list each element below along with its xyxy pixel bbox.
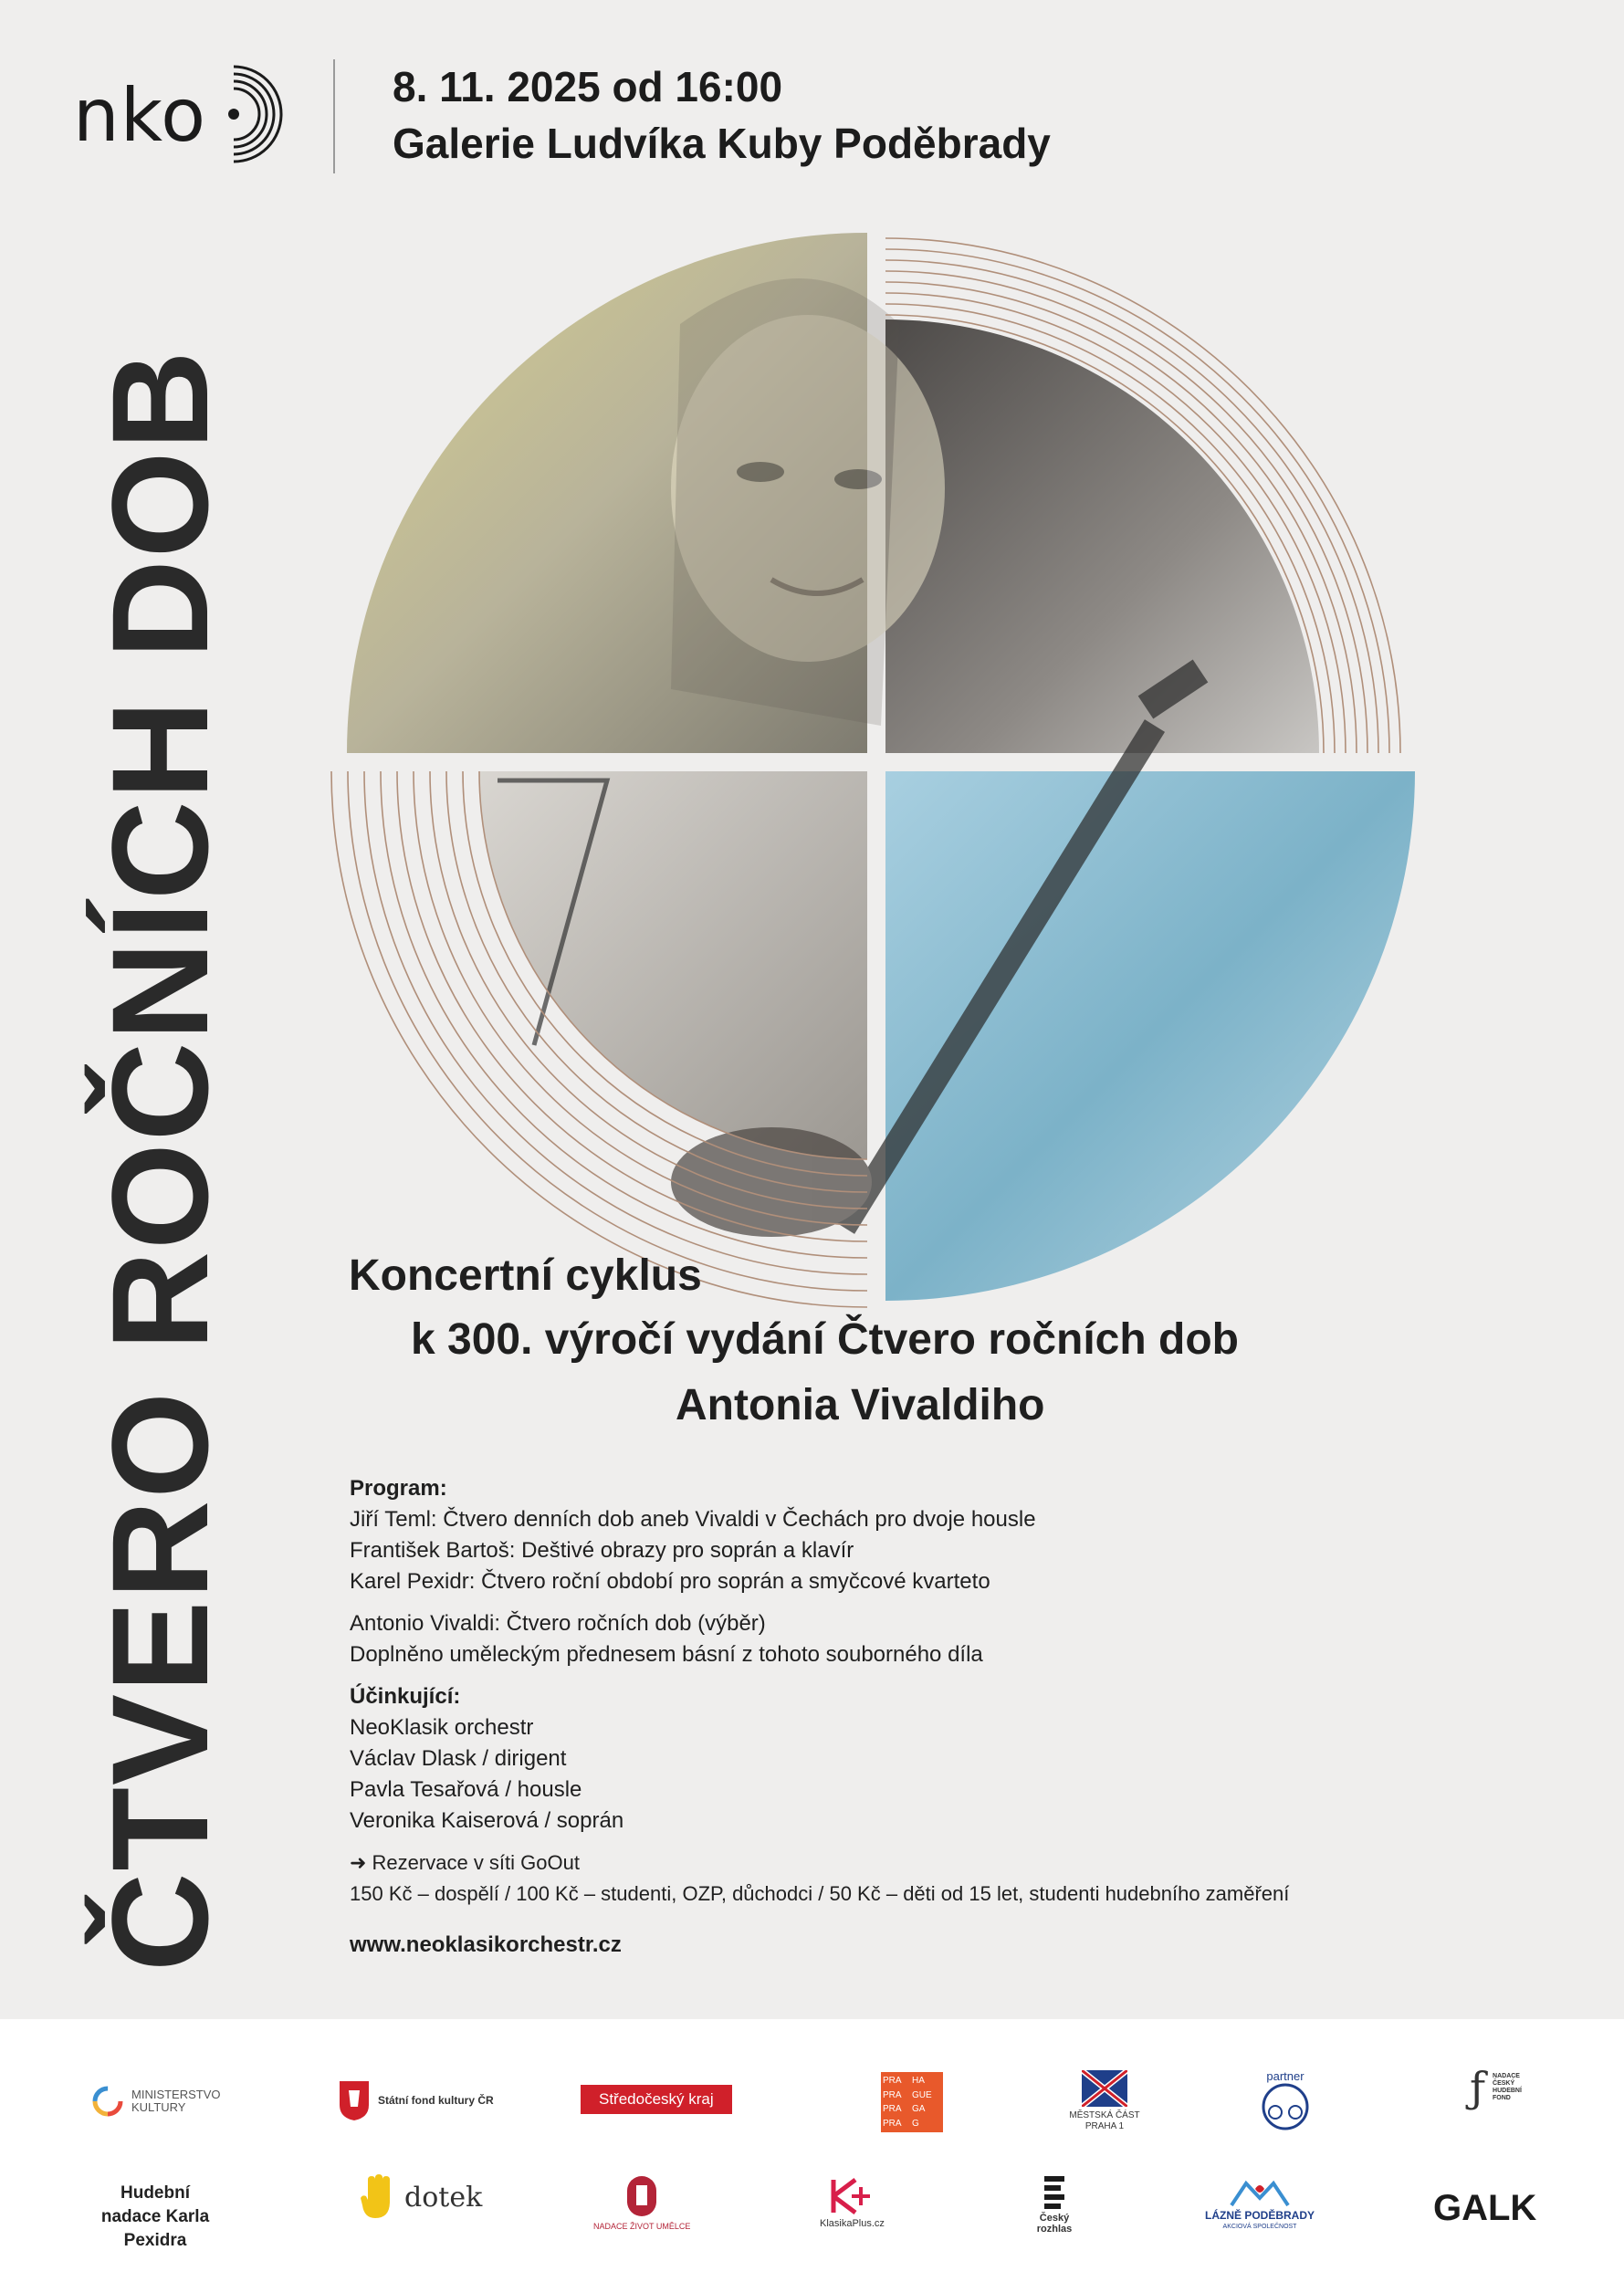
sponsor-praha [881, 2072, 943, 2132]
lazne-label: LÁZNĚ PODĚBRADY [1205, 2209, 1315, 2222]
program-item: Jiří Teml: Čtvero denních dob aneb Vivaldi v Čechách pro dvoje housle [350, 1507, 1036, 1532]
partner-label: partner [1266, 2069, 1304, 2083]
sponsor-partner [1255, 2069, 1315, 2130]
program-item: Karel Pexidr: Čtvero roční období pro soprán a smyčcové kvarteto [350, 1569, 990, 1594]
nadace-zivot-logo-icon [623, 2174, 660, 2218]
lazne-logo-icon [1228, 2176, 1292, 2207]
ministerstvo-label: MINISTERSTVO KULTURY [131, 2088, 221, 2114]
program-extra: Doplněno uměleckým přednesem básní z tohoto souborného díla [350, 1642, 983, 1667]
header-divider [333, 59, 335, 173]
logo-text: nko [73, 73, 207, 158]
praha-logo [881, 2072, 943, 2132]
sponsor-klasikaplus [820, 2176, 885, 2229]
praha1-flag-icon [1082, 2070, 1127, 2107]
performer-item: NeoKlasik orchestr [350, 1715, 534, 1740]
performer-item: Pavla Tesařová / housle [350, 1777, 582, 1802]
performer-item: Václav Dlask / dirigent [350, 1746, 567, 1771]
photo-quadrant-bottom-left [479, 771, 867, 1159]
sponsor-nadace-chf [1470, 2063, 1529, 2112]
cesky-rozhlas-label: Český rozhlas [1036, 2213, 1073, 2235]
logo-arcs-icon [219, 64, 292, 164]
headline-line-3: Antonia Vivaldiho [676, 1381, 1045, 1429]
klasikaplus-logo-icon [824, 2176, 879, 2216]
photo-quadrant-top-right [885, 319, 1319, 753]
sponsor-cesky-rozhlas [1032, 2174, 1077, 2235]
sponsor-pexidr: Hudební nadace Karla Pexidra [100, 2183, 210, 2250]
program-extra: Antonio Vivaldi: Čtvero ročních dob (výběr) [350, 1611, 766, 1636]
headline-line-1: Koncertní cyklus [349, 1251, 702, 1300]
vertical-title: ČTVERO ROČNÍCH DOB [83, 349, 236, 1972]
event-venue: Galerie Ludvíka Kuby Poděbrady [393, 120, 1051, 167]
praha-word: GA [912, 2104, 926, 2114]
cesky-rozhlas-logo-icon [1041, 2174, 1068, 2211]
event-date: 8. 11. 2025 od 16:00 [393, 63, 783, 110]
ticket-prices: 150 Kč – dospělí / 100 Kč – studenti, OZP, důchodci / 50 Kč – děti od 15 let, studenti hudebního zaměření [350, 1882, 1290, 1905]
sponsor-nadace-zivot [593, 2174, 690, 2231]
praha-word: PRA [883, 2076, 902, 2086]
dotek-label: dotek [404, 2181, 483, 2214]
sponsor-galk: GALK [1433, 2188, 1537, 2228]
sponsor-footer [0, 2019, 1624, 2282]
klasikaplus-label: KlasikaPlus.cz [820, 2218, 885, 2229]
mestska-label: MĚSTSKÁ ČÁST PRAHA 1 [1069, 2110, 1140, 2131]
chf-label: NADACE ČESKÝ HUDEBNÍ FOND [1493, 2073, 1522, 2101]
praha-word: HA [912, 2076, 925, 2086]
sfk-label: Státní fond kultury ČR [378, 2094, 494, 2107]
hand-icon [361, 2174, 397, 2220]
sponsor-dotek [361, 2174, 482, 2220]
nadace-zivot-label: NADACE ŽIVOT UMĚLCE [593, 2222, 691, 2231]
praha-word: G [912, 2118, 919, 2129]
lazne-sub-label: AKCIOVÁ SPOLEČNOST [1222, 2224, 1297, 2230]
program-item: František Bartoš: Deštivé obrazy pro soprán a klavír [350, 1538, 854, 1563]
praha-word: PRA [883, 2089, 902, 2100]
praha-word: PRA [883, 2104, 902, 2114]
sponsor-lazne [1205, 2176, 1315, 2230]
sponsor-stredocesky [581, 2085, 732, 2114]
performer-item: Veronika Kaiserová / soprán [350, 1808, 624, 1833]
performers-label: Účinkující: [350, 1684, 461, 1709]
stredocesky-label: Středočeský kraj [581, 2085, 732, 2114]
program-label: Program: [350, 1476, 447, 1501]
praha-word: GUE [912, 2089, 932, 2100]
website-link[interactable]: www.neoklasikorchestr.cz [350, 1932, 622, 1957]
ministerstvo-logo-icon [91, 2085, 124, 2118]
reservation-link[interactable]: ➜ Rezervace v síti GoOut [350, 1851, 580, 1874]
partner-bike-icon [1255, 2083, 1315, 2130]
program-section [350, 1473, 1564, 1961]
sponsor-sfk [338, 2079, 494, 2121]
chf-logo-icon: ƒ [1470, 2063, 1486, 2112]
sponsor-mestska [1063, 2070, 1146, 2132]
sponsor-ministerstvo [91, 2085, 241, 2118]
headline-line-2: k 300. výročí vydání Čtvero ročních dob [411, 1315, 1239, 1364]
nko-logo [73, 64, 292, 164]
czech-lion-icon [338, 2079, 371, 2121]
praha-word: PRA [883, 2118, 902, 2129]
